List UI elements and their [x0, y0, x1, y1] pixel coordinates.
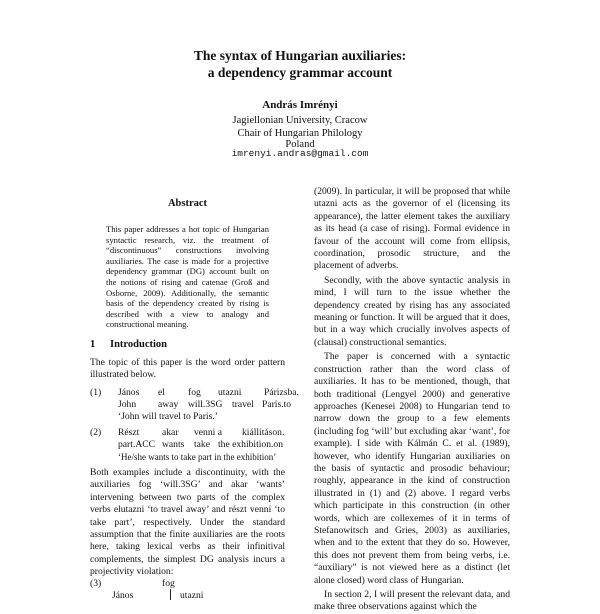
- gloss: away: [158, 399, 179, 410]
- affiliation-chair: Chair of Hungarian Philology: [237, 128, 363, 139]
- section-intro: The topic of this paper is the word order pattern illustrated below.: [90, 357, 285, 381]
- section-heading: [90, 339, 167, 350]
- example-words: [118, 427, 284, 439]
- example-words: [118, 387, 299, 399]
- example-translation: ‘John will travel to Paris.’: [118, 411, 218, 422]
- paragraph: The paper is concerned with a syntactic construction rather than the word class of auxiliaries. It has to be mentioned, though, that both traditional (Lengyel 2000) and generative approaches (Kenesei 2008) to Hungarian tend to narrow down the group to a few elements (including fog ‘will’ but excluding akar ‘want’, for example). I side with Kálmán C. et al. (1989), however, who identify Hungarian auxiliaries on the basis of syntactic and prosodic behaviour; roughly, appearance in the kind of construction illustrated in (1) and (2) above. I regard verbs which participate in this construction (in other words, which are collexemes of it in terms of Stefanowitsch and Gries, 2003) as auxiliaries, when and to the extent that they do so. However, this does not prevent them from being verbs, i.e. “auxiliary” is not viewed here as a distinct (let alone closed) word class of Hungarian.: [314, 351, 510, 586]
- word: utazni: [218, 387, 242, 398]
- author-email[interactable]: imrenyi.andras@gmail.com: [231, 148, 369, 159]
- gloss: take: [194, 439, 210, 450]
- section-number: 1: [90, 339, 96, 350]
- example-2: [90, 427, 300, 467]
- gloss: travel: [232, 399, 254, 410]
- gloss: the exhibition.on: [218, 439, 284, 450]
- left-body-paragraph: Both examples include a discontinuity, with the auxiliaries fog ‘will.3SG’ and akar ‘wants’ intervening between two parts of the complex verbs elutazni ‘to travel away’ and részt venni ‘to take part’, respectively. Under the standard assumption that the finite auxiliaries are the roots here, taking lexical verbs as their infinitival complements, the simplest DG analysis incurs a projectivity violation:: [90, 467, 285, 578]
- paper-title-line-1: The syntax of Hungarian auxiliaries:: [193, 48, 407, 63]
- example-gloss: [118, 399, 291, 411]
- word: el: [158, 387, 165, 398]
- gloss: John: [118, 399, 137, 410]
- abstract-text: This paper addresses a hot topic of Hungarian syntactic research, viz. the treatment of “discontinuous” constructions involving auxiliaries. The case is made for a projective dependency grammar (DG) account built on the notions of rising and catenae (Groß and Osborne, 2009). Additionally, the semantic basis of the dependency created by rising is described with a view to analogy and constructional meaning.: [106, 224, 269, 330]
- word: fog: [188, 387, 201, 398]
- word: akar: [162, 427, 179, 438]
- example-number: (2): [90, 427, 102, 438]
- example-gloss: [118, 439, 283, 451]
- word: Párizsba.: [264, 387, 299, 398]
- word: János: [118, 387, 140, 398]
- word: Részt: [118, 427, 140, 438]
- paragraph: In section 2, I will present the relevant data, and make three observations against which the: [314, 589, 510, 613]
- section-title: Introduction: [110, 339, 167, 350]
- dependency-tree: [90, 578, 290, 600]
- abstract-heading: Abstract: [167, 198, 208, 209]
- gloss: wants: [162, 439, 185, 450]
- author-name: András Imrényi: [262, 99, 338, 111]
- tree-right-word: utazni: [180, 590, 204, 601]
- example-1: [90, 387, 300, 427]
- paper-title-line-2: a dependency grammar account: [207, 65, 393, 80]
- affiliation-university: Jagiellonian University, Cracow: [232, 115, 368, 126]
- gloss: Paris.to: [262, 399, 292, 410]
- word: venni a: [194, 427, 222, 438]
- paragraph: Secondly, with the above syntactic analysis in mind, I will turn to the issue whether the dependency created by rising has any associated meaning or function. It will be argued that it does, but in a way which crucially involves aspects of (clausal) constructional semantics.: [314, 274, 510, 348]
- example-number: (1): [90, 387, 102, 398]
- paragraph: (2009). In particular, it will be proposed that while utazni acts as the governor of el (licensing its appearance), the latter element takes the auxiliary as its head (a case of rising). Formal evidence in favour of the account will come from ellipsis, coordination, prosodic structure, and the placement of adverbs.: [314, 186, 510, 272]
- tree-number: (3): [90, 578, 102, 589]
- word: kiállításon.: [242, 427, 285, 438]
- example-translation: ‘He/she wants to take part in the exhibition’: [118, 452, 277, 462]
- tree-edge: [170, 589, 171, 600]
- tree-root-word: fog: [162, 578, 175, 589]
- gloss: part.ACC: [118, 439, 156, 450]
- right-column: [314, 186, 510, 614]
- affiliation-country: Poland: [285, 139, 315, 150]
- tree-left-word: János: [112, 590, 134, 601]
- gloss: will.3SG: [188, 399, 223, 410]
